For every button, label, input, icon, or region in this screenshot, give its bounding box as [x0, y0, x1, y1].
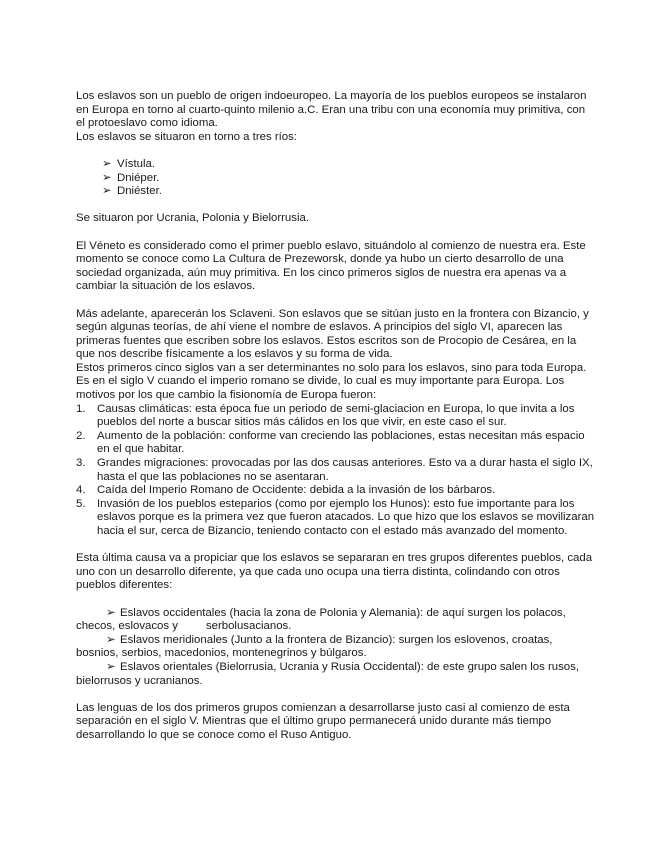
group-eastern: ➢ Eslavos orientales (Bielorrusia, Ucrania y Rusia Occidental): de este grupo salen los rusos, bielorrusos y ucranianos. [76, 660, 580, 687]
list-item: ➢ Vístula. [102, 157, 155, 170]
centuries-paragraph: Estos primeros cinco siglos van a ser determinantes no solo para los eslavos, sino para toda Europa. Es en el siglo V cuando el imperio romano se divide, lo cual es muy importante para Europa. Los motivos por los que cambio la fisionomía de Europa fueron: [76, 361, 587, 402]
languages-paragraph: Las lenguas de los dos primeros grupos comienzan a desarrollarse justo casi al comienzo de esta separación en el siglo V. Mientras que el último grupo permanecerá unido durante más tiempo desarrollando lo que se conoce como el Ruso Antiguo. [76, 701, 570, 741]
arrow-bullet-icon: ➢ [102, 171, 112, 184]
list-item: ➢ Dniéster. [102, 185, 162, 198]
causes-list [76, 403, 596, 539]
list-item: 5. Invasión de los pueblos esteparios (como por ejemplo los Hunos): esto fue importante para los eslavos porque es la primera vez que fueron atacados. Lo que hizo que los eslavos se movilizaran hacia el sur, cerca de Bizancio, teniendo contacto con el estado más avanzado del momento. [76, 497, 595, 537]
sclaveni-paragraph: Más adelante, aparecerán los Sclaveni. Son eslavos que se sitúan justo en la frontera con Bizancio, y según algunas teorías, de ahí viene el nombre de eslavos. A principios del siglo VI, aparecen las primeras fuentes que escriben sobre los eslavos. Estos escritos son de Procopio de Cesárea, en la que nos describe físicamente a los eslavos y su forma de vida. [76, 307, 589, 361]
arrow-bullet-icon: ➢ [102, 157, 112, 170]
group-western: ➢ Eslavos occidentales (hacia la zona de Polonia y Alemania): de aquí surgen los polacos, checos, eslovacos y serbolusacianos. [76, 606, 566, 633]
rivers-intro: Los eslavos se situaron en torno a tres ríos: [76, 130, 297, 143]
veneto-paragraph: El Véneto es considerado como el primer pueblo eslavo, situándolo al comienzo de nuestra era. Este momento se conoce como La Cultura de Prezeworsk, donde ya hubo un cierto desarrollo de una sociedad organizada, aún muy primitiva. En los cinco primeros siglos de nuestra era apenas va a cambiar la situación de los eslavos. [76, 239, 586, 293]
arrow-bullet-icon: ➢ [106, 660, 116, 673]
group-southern: ➢ Eslavos meridionales (Junto a la frontera de Bizancio): surgen los eslovenos, croatas, bosnios, serbios, macedonios, montenegrinos y búlgaros. [76, 633, 553, 660]
division-paragraph: Esta última causa va a propiciar que los eslavos se separaran en tres grupos diferentes pueblos, cada uno con un desarrollo diferente, ya que cada uno ocupa una tierra distinta, colindando con otros pueblos diferentes: [76, 552, 593, 592]
arrow-bullet-icon: ➢ [106, 606, 116, 619]
list-item: 3. Grandes migraciones: provocadas por las dos causas anteriores. Esto va a durar hasta el siglo IX, hasta el que las poblaciones no se asentaran. [76, 457, 593, 483]
list-item: 1. Causas climáticas: esta época fue un periodo de semi-glaciacion en Europa, lo que invita a los pueblos del norte a buscar sitios más cálidos en los que vivir, en este caso el sur. [76, 402, 575, 429]
list-item: 4. Caída del Imperio Romano de Occidente: debida a la invasión de los bárbaros. [76, 484, 496, 497]
list-item: 2. Aumento de la población: conforme van creciendo las poblaciones, estas necesitan más espacio en el que habitar. [76, 429, 585, 456]
arrow-bullet-icon: ➢ [106, 633, 116, 646]
intro-paragraph: Los eslavos son un pueblo de origen indoeuropeo. La mayoría de los pueblos europeos se instalaron en Europa en torno al cuarto-quinto milenio a.C. Eran una tribu con una economía muy primitiva, con el protoeslavo como idioma. [76, 90, 587, 130]
rivers-list [76, 158, 596, 199]
list-item: ➢ Dniéper. [102, 171, 160, 184]
arrow-bullet-icon: ➢ [102, 185, 112, 198]
location-paragraph: Se situaron por Ucrania, Polonia y Bielorrusia. [76, 212, 309, 225]
document-page [76, 90, 596, 743]
